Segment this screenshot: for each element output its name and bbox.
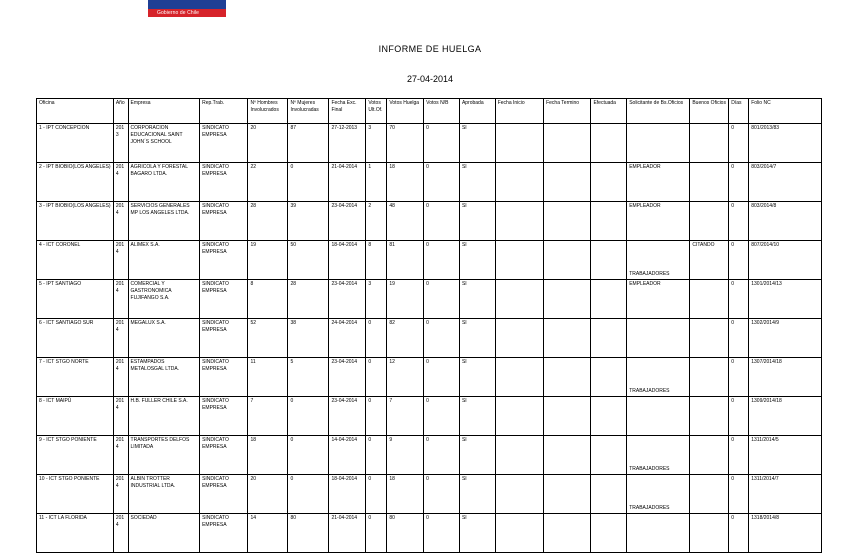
- table-row: [37, 163, 822, 202]
- table-cell: 18: [248, 436, 288, 475]
- table-cell: 18-04-2014: [329, 241, 366, 280]
- table-cell: [591, 436, 627, 475]
- table-cell: 0: [729, 514, 749, 553]
- table-cell: SINDICATO EMPRESA: [200, 163, 248, 202]
- column-header: Días: [729, 99, 749, 124]
- table-cell: 1 - IPT CONCEPCION: [37, 124, 114, 163]
- table-row: [37, 241, 822, 280]
- table-cell: 11: [248, 358, 288, 397]
- table-cell: CORPORACION EDUCACIONAL SAINT JOHN´S SCHOOL: [128, 124, 200, 163]
- table-cell: SI: [459, 358, 495, 397]
- table-cell: 10 - ICT STGO PONIENTE: [37, 475, 114, 514]
- table-cell: [690, 319, 729, 358]
- table-cell: [544, 319, 591, 358]
- table-cell: 3: [366, 280, 387, 319]
- table-cell: 21-04-2014: [329, 163, 366, 202]
- table-cell: [495, 514, 543, 553]
- table-cell: 0: [424, 436, 460, 475]
- table-cell: COMERCIAL Y GASTRONOMICA FUJIFANGO S.A.: [128, 280, 200, 319]
- table-cell: [690, 124, 729, 163]
- table-cell: ALIMEX S.A.: [128, 241, 200, 280]
- table-cell: 1307/2014/18: [749, 358, 822, 397]
- table-cell: [495, 397, 543, 436]
- table-row: [37, 358, 822, 397]
- table-cell: [690, 358, 729, 397]
- table-row: [37, 436, 822, 475]
- column-header: Votos N/B: [424, 99, 460, 124]
- table-cell: [591, 358, 627, 397]
- table-body: [37, 124, 822, 553]
- table-cell: [544, 358, 591, 397]
- table-cell: TRABAJADORES: [627, 475, 690, 514]
- table-cell: 2014: [113, 436, 128, 475]
- table-cell: 0: [424, 475, 460, 514]
- column-header: Empresa: [128, 99, 200, 124]
- table-row: [37, 514, 822, 553]
- table-cell: 0: [424, 163, 460, 202]
- table-cell: [544, 397, 591, 436]
- table-cell: 20: [248, 124, 288, 163]
- table-cell: SI: [459, 475, 495, 514]
- table-cell: 82: [387, 319, 424, 358]
- table-cell: 80: [387, 514, 424, 553]
- table-cell: [544, 202, 591, 241]
- table-row: [37, 202, 822, 241]
- table-cell: 2014: [113, 514, 128, 553]
- table-cell: [544, 280, 591, 319]
- table-cell: 0: [366, 514, 387, 553]
- table-cell: SERVICIOS GENERALES MP LOS ANGELES LTDA.: [128, 202, 200, 241]
- table-cell: [495, 436, 543, 475]
- table-cell: 803/2014/7: [749, 163, 822, 202]
- table-cell: 801/2013/83: [749, 124, 822, 163]
- table-cell: 2 - IPT BIOBIO(LOS ANGELES): [37, 163, 114, 202]
- column-header: Año: [113, 99, 128, 124]
- table-cell: 1302/2014/9: [749, 319, 822, 358]
- table-cell: 0: [288, 163, 329, 202]
- table-cell: ALBIN TROTTER INDUSTRIAL LTDA.: [128, 475, 200, 514]
- table-cell: 0: [424, 202, 460, 241]
- table-cell: SOCIEDAD: [128, 514, 200, 553]
- table-cell: 80: [288, 514, 329, 553]
- table-cell: SI: [459, 319, 495, 358]
- table-cell: 0: [729, 358, 749, 397]
- table-cell: 50: [288, 241, 329, 280]
- table-cell: 24-04-2014: [329, 319, 366, 358]
- table-cell: 0: [288, 475, 329, 514]
- table-cell: EMPLEADOR: [627, 163, 690, 202]
- table-cell: [544, 436, 591, 475]
- table-cell: [591, 124, 627, 163]
- table-cell: H.B. FULLER CHILE S.A.: [128, 397, 200, 436]
- table-cell: SINDICATO EMPRESA: [200, 358, 248, 397]
- table-cell: SINDICATO EMPRESA: [200, 475, 248, 514]
- table-cell: 23-04-2014: [329, 280, 366, 319]
- table-cell: 807/2014/10: [749, 241, 822, 280]
- report-date: 27-04-2014: [406, 74, 454, 84]
- table-cell: [544, 475, 591, 514]
- table-cell: 2: [366, 202, 387, 241]
- report-title: INFORME DE HUELGA: [378, 44, 482, 54]
- table-row: [37, 280, 822, 319]
- table-cell: SI: [459, 241, 495, 280]
- table-cell: [591, 163, 627, 202]
- table-cell: 12: [387, 358, 424, 397]
- table-cell: [591, 280, 627, 319]
- table-cell: 0: [729, 319, 749, 358]
- table-cell: 27-12-2013: [329, 124, 366, 163]
- table-cell: 14: [248, 514, 288, 553]
- table-cell: 19: [387, 280, 424, 319]
- table-cell: 0: [424, 514, 460, 553]
- table-cell: [495, 319, 543, 358]
- table-cell: [690, 475, 729, 514]
- table-cell: 0: [366, 397, 387, 436]
- table-cell: 0: [424, 358, 460, 397]
- table-cell: [591, 475, 627, 514]
- table-cell: SINDICATO EMPRESA: [200, 280, 248, 319]
- column-header: Votos Huelga: [387, 99, 424, 124]
- table-cell: [544, 241, 591, 280]
- table-cell: 9: [387, 436, 424, 475]
- column-header: Efectuada: [591, 99, 627, 124]
- table-cell: SINDICATO EMPRESA: [200, 202, 248, 241]
- table-cell: 0: [366, 319, 387, 358]
- table-row: [37, 319, 822, 358]
- table-cell: 2013: [113, 124, 128, 163]
- table-cell: 3 - IPT BIOBIO(LOS ANGELES): [37, 202, 114, 241]
- table-cell: 22: [248, 163, 288, 202]
- table-cell: SINDICATO EMPRESA: [200, 436, 248, 475]
- table-cell: 7 - ICT STGO NORTE: [37, 358, 114, 397]
- table-cell: 0: [729, 436, 749, 475]
- table-cell: 9 - ICT STGO PONIENTE: [37, 436, 114, 475]
- table-cell: 7: [387, 397, 424, 436]
- table-cell: 2014: [113, 319, 128, 358]
- table-cell: 2014: [113, 163, 128, 202]
- table-cell: [627, 124, 690, 163]
- table-cell: 81: [387, 241, 424, 280]
- table-cell: [591, 397, 627, 436]
- table-cell: 0: [729, 124, 749, 163]
- table-cell: 1311/2014/7: [749, 475, 822, 514]
- table-cell: [627, 397, 690, 436]
- column-header: Solicitante de Bs.Oficios: [627, 99, 690, 124]
- table-cell: [495, 358, 543, 397]
- table-cell: 2014: [113, 475, 128, 514]
- table-cell: TRANSPORTES DELFOS LIMITADA: [128, 436, 200, 475]
- table-cell: 1301/2014/13: [749, 280, 822, 319]
- table-cell: 11 - ICT LA FLORIDA: [37, 514, 114, 553]
- table-cell: SI: [459, 436, 495, 475]
- column-header: Fecha Inicio: [495, 99, 543, 124]
- table-cell: 18-04-2014: [329, 475, 366, 514]
- table-cell: 3: [366, 124, 387, 163]
- column-header: Votos Ult.Of.: [366, 99, 387, 124]
- table-cell: [495, 280, 543, 319]
- table-cell: 2014: [113, 358, 128, 397]
- table-cell: 70: [387, 124, 424, 163]
- table-cell: 0: [729, 397, 749, 436]
- table-cell: SI: [459, 124, 495, 163]
- table-cell: 7: [248, 397, 288, 436]
- table-cell: SI: [459, 397, 495, 436]
- table-cell: 0: [729, 163, 749, 202]
- table-cell: 1309/2014/18: [749, 397, 822, 436]
- table-header-row: [37, 99, 822, 124]
- table-cell: SINDICATO EMPRESA: [200, 397, 248, 436]
- table-cell: ESTAMPADOS METALOSGAL LTDA.: [128, 358, 200, 397]
- table-cell: 0: [729, 280, 749, 319]
- table-cell: SI: [459, 514, 495, 553]
- table-cell: 1311/2014/5: [749, 436, 822, 475]
- strike-report-table: [36, 98, 822, 553]
- table-row: [37, 124, 822, 163]
- table-cell: 18: [387, 163, 424, 202]
- table-cell: 0: [424, 397, 460, 436]
- table-cell: [690, 202, 729, 241]
- table-cell: 28: [288, 280, 329, 319]
- table-cell: 2014: [113, 280, 128, 319]
- table-cell: 0: [366, 475, 387, 514]
- table-cell: [627, 514, 690, 553]
- table-cell: 38: [288, 319, 329, 358]
- table-cell: 52: [248, 319, 288, 358]
- table-row: [37, 397, 822, 436]
- table-cell: [495, 163, 543, 202]
- table-cell: 39: [288, 202, 329, 241]
- table-cell: EMPLEADOR: [627, 202, 690, 241]
- table-cell: AGRICOLA Y FORESTAL BAGARO LTDA.: [128, 163, 200, 202]
- table-cell: 48: [387, 202, 424, 241]
- table-cell: SINDICATO EMPRESA: [200, 319, 248, 358]
- table-cell: 5: [288, 358, 329, 397]
- table-cell: [591, 241, 627, 280]
- table-cell: 19: [248, 241, 288, 280]
- table-cell: MEGALUX S.A.: [128, 319, 200, 358]
- table-cell: 87: [288, 124, 329, 163]
- table-cell: 2014: [113, 202, 128, 241]
- table-cell: 0: [424, 241, 460, 280]
- table-cell: [495, 241, 543, 280]
- column-header: Aprobada: [459, 99, 495, 124]
- table-cell: [690, 280, 729, 319]
- table-cell: 0: [366, 436, 387, 475]
- gobierno-logo: [148, 0, 226, 17]
- table-cell: 21-04-2014: [329, 514, 366, 553]
- table-cell: 0: [729, 202, 749, 241]
- table-cell: EMPLEADOR: [627, 280, 690, 319]
- table-cell: 20: [248, 475, 288, 514]
- table-cell: [495, 124, 543, 163]
- logo-text: Gobierno de Chile: [157, 10, 200, 16]
- table-cell: TRABAJADORES: [627, 358, 690, 397]
- table-row: [37, 475, 822, 514]
- table-cell: [591, 514, 627, 553]
- table-cell: 1318/2014/8: [749, 514, 822, 553]
- column-header: Nº Mujeres Involucradas: [288, 99, 329, 124]
- table-cell: 8 - ICT MAIPÚ: [37, 397, 114, 436]
- table-cell: [495, 475, 543, 514]
- table-cell: [627, 319, 690, 358]
- table-cell: TRABAJADORES: [627, 241, 690, 280]
- table-cell: [544, 163, 591, 202]
- table-cell: 18: [387, 475, 424, 514]
- table-cell: 8: [248, 280, 288, 319]
- table-cell: 2014: [113, 397, 128, 436]
- table-cell: 0: [729, 241, 749, 280]
- table-cell: 28: [248, 202, 288, 241]
- table-cell: [690, 514, 729, 553]
- column-header: Folio NC: [749, 99, 822, 124]
- table-cell: SINDICATO EMPRESA: [200, 514, 248, 553]
- table-cell: 0: [424, 319, 460, 358]
- table-cell: [544, 514, 591, 553]
- table-cell: SI: [459, 280, 495, 319]
- table-cell: SINDICATO EMPRESA: [200, 241, 248, 280]
- table-cell: 803/2014/8: [749, 202, 822, 241]
- table-cell: 6 - ICT SANTIAGO SUR: [37, 319, 114, 358]
- table-cell: 8: [366, 241, 387, 280]
- table-cell: 0: [729, 475, 749, 514]
- table-cell: [690, 397, 729, 436]
- column-header: Nº Hombres Involucrados: [248, 99, 288, 124]
- table-cell: 0: [366, 358, 387, 397]
- table-cell: [690, 436, 729, 475]
- column-header: Buenos Oficios: [690, 99, 729, 124]
- table-cell: 0: [288, 436, 329, 475]
- table-cell: [591, 202, 627, 241]
- column-header: Fecha Exc. Final: [329, 99, 366, 124]
- table-cell: 14-04-2014: [329, 436, 366, 475]
- table-cell: 2014: [113, 241, 128, 280]
- table-cell: 0: [424, 280, 460, 319]
- table-cell: [591, 319, 627, 358]
- table-cell: SINDICATO EMPRESA: [200, 124, 248, 163]
- table-cell: [544, 124, 591, 163]
- table-cell: SI: [459, 163, 495, 202]
- table-cell: [690, 163, 729, 202]
- table-cell: 0: [288, 397, 329, 436]
- column-header: Fecha Termino: [544, 99, 591, 124]
- table-cell: 0: [424, 124, 460, 163]
- column-header: Oficina: [37, 99, 114, 124]
- table-cell: 23-04-2014: [329, 202, 366, 241]
- table-cell: 4 - ICT CORONEL: [37, 241, 114, 280]
- table-cell: SI: [459, 202, 495, 241]
- table-cell: [495, 202, 543, 241]
- table-cell: 23-04-2014: [329, 358, 366, 397]
- table-cell: 23-04-2014: [329, 397, 366, 436]
- table-cell: CITANDO: [690, 241, 729, 280]
- table-cell: 5 - IPT SANTIAGO: [37, 280, 114, 319]
- column-header: Rep.Trab.: [200, 99, 248, 124]
- table-cell: TRABAJADORES: [627, 436, 690, 475]
- table-cell: 1: [366, 163, 387, 202]
